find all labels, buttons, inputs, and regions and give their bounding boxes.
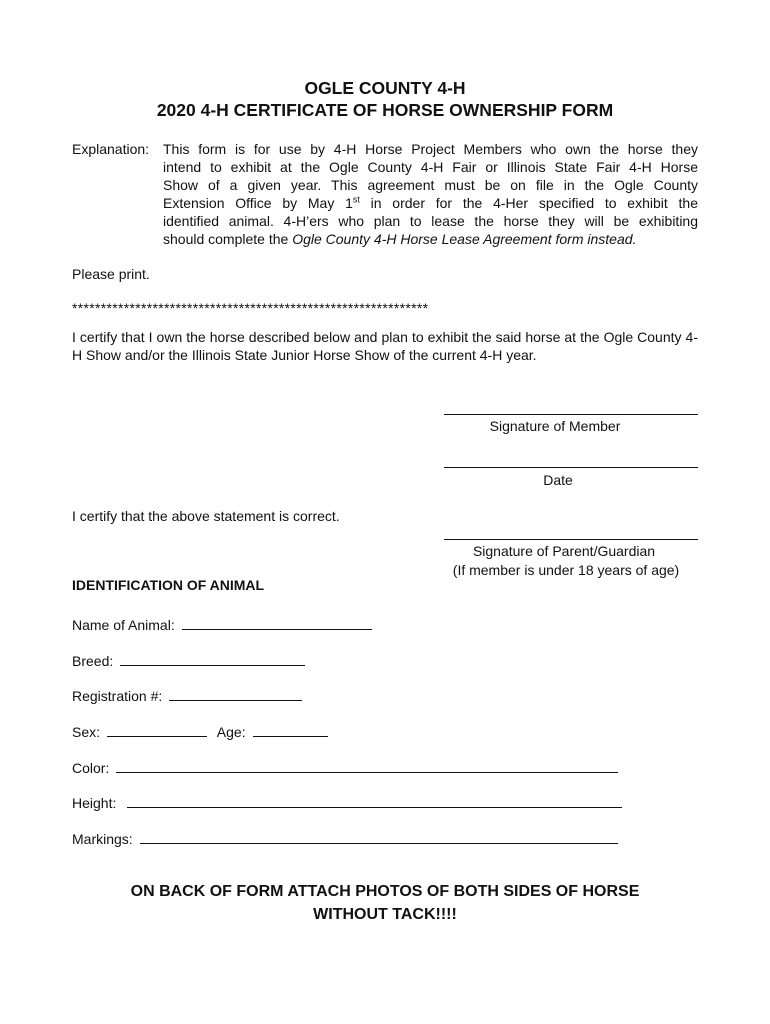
photo-instruction-line: WITHOUT TACK!!!!	[313, 906, 457, 923]
parent-signature-line[interactable]	[444, 539, 698, 540]
markings-label: Markings:	[72, 831, 133, 847]
name-of-animal-field	[72, 615, 372, 633]
member-signature-line[interactable]	[444, 414, 698, 415]
form-title: 2020 4-H CERTIFICATE OF HORSE OWNERSHIP FORM	[156, 100, 614, 120]
date-label: Date	[543, 472, 573, 488]
color-label: Color:	[72, 760, 110, 776]
explanation-line: identified animal. 4-H’ers who plan to lease the horse they will be exhibiting	[163, 213, 698, 229]
color-field	[72, 758, 618, 776]
age-label: Age:	[216, 724, 246, 740]
identification-heading: IDENTIFICATION OF ANIMAL	[72, 577, 265, 593]
form-title-county: OGLE COUNTY 4-H	[304, 78, 466, 98]
please-print-note: Please print.	[72, 266, 150, 282]
statement-correct-text: I certify that the above statement is correct.	[72, 508, 340, 524]
color-blank[interactable]	[116, 758, 618, 773]
name-of-animal-blank[interactable]	[182, 615, 372, 630]
explanation-line: Extension Office by May 1st in order for the 4-Her specified to exhibit the	[163, 194, 698, 211]
sex-blank[interactable]	[107, 722, 207, 737]
age-blank[interactable]	[253, 722, 328, 737]
photo-instruction	[0, 880, 770, 926]
explanation-line: This form is for use by 4-H Horse Project Members who own the horse they	[163, 141, 698, 157]
breed-blank[interactable]	[120, 651, 305, 666]
lease-form-reference: Ogle County 4-H Horse Lease Agreement form instead.	[292, 231, 637, 247]
registration-field	[72, 686, 302, 704]
height-label: Height:	[72, 795, 117, 811]
photo-instruction-line: ON BACK OF FORM ATTACH PHOTOS OF BOTH SIDES OF HORSE	[130, 883, 640, 900]
parent-signature-label: Signature of Parent/Guardian	[472, 543, 656, 559]
explanation-line: should complete the Ogle County 4-H Horse Lease Agreement form instead.	[163, 231, 637, 247]
parent-signature-note: (If member is under 18 years of age)	[452, 562, 680, 578]
certify-ownership-text: I certify that I own the horse described below and plan to exhibit the said horse at the Ogle County 4-H Show and/or the Illinois State Junior Horse Show of the current 4-H year.	[72, 329, 698, 363]
explanation-label: Explanation:	[72, 141, 150, 157]
sex-age-field	[72, 722, 328, 740]
explanation-line: intend to exhibit at the Ogle County 4-H Fair or Illinois State Fair 4-H Horse	[163, 159, 698, 175]
separator-stars: **************************************************************	[72, 300, 429, 316]
explanation-text	[163, 140, 698, 248]
member-signature-label: Signature of Member	[489, 418, 621, 434]
sex-label: Sex:	[72, 724, 101, 740]
markings-field	[72, 829, 618, 847]
registration-label: Registration #:	[72, 688, 163, 704]
height-blank[interactable]	[127, 793, 622, 808]
breed-label: Breed:	[72, 653, 114, 669]
name-of-animal-label: Name of Animal:	[72, 617, 175, 633]
markings-blank[interactable]	[140, 829, 618, 844]
date-line[interactable]	[444, 467, 698, 468]
height-field	[72, 793, 622, 811]
explanation-line: Show of a given year. This agreement must be on file in the Ogle County	[163, 177, 698, 193]
breed-field	[72, 651, 305, 669]
registration-blank[interactable]	[169, 686, 302, 701]
